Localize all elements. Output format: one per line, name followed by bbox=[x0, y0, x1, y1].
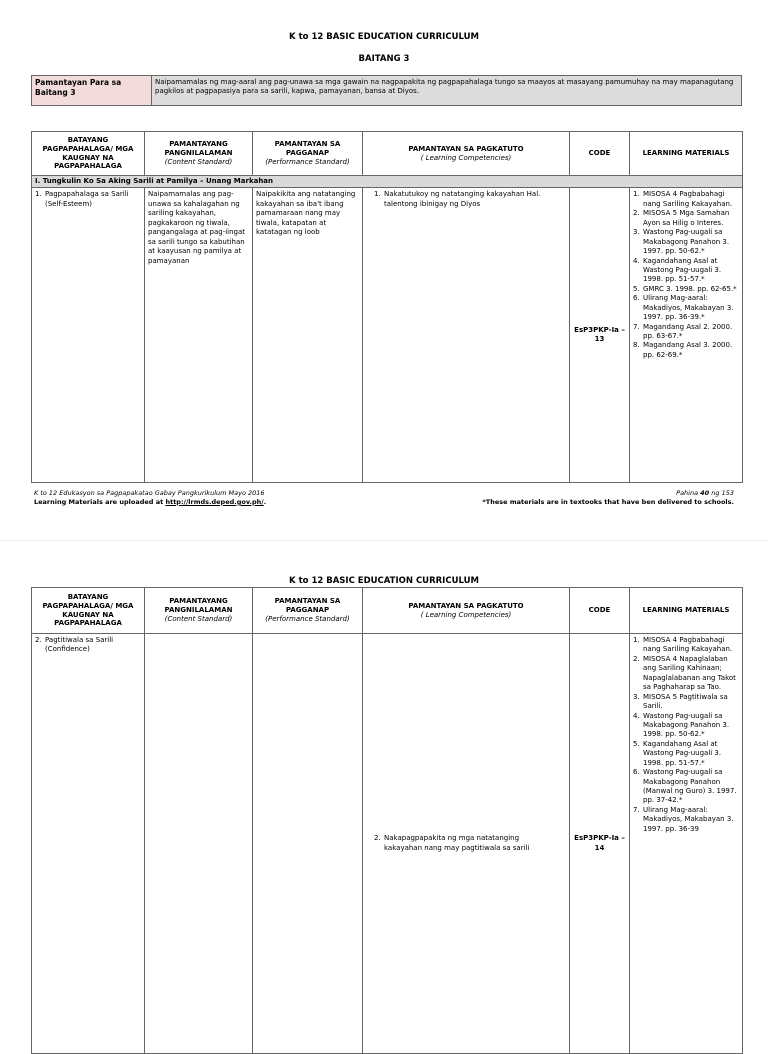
header-learning-competencies: PAMANTAYAN SA PAGKATUTO ( Learning Competencies) bbox=[363, 132, 570, 176]
materials-cell bbox=[630, 188, 743, 483]
page-2 bbox=[0, 540, 768, 1025]
list-item: GMRC 3. 1998. pp. 62-65.* bbox=[643, 284, 737, 293]
curriculum-table-2 bbox=[31, 587, 743, 1054]
list-item: Magandang Asal 2. 2000. pp. 63-67.* bbox=[643, 322, 733, 340]
content-standard-cell bbox=[145, 634, 253, 1054]
list-item: MISOSA 4 Pagbabahagi nang Sariling Kakayahan. bbox=[643, 636, 733, 654]
list-item: Ulirang Mag-aaral: Makadiyos, Makabayan 3. 1997. pp. 36-39 bbox=[643, 805, 734, 833]
topic-cell: 1. Pagpapahalaga sa Sarili (Self-Esteem) bbox=[32, 188, 145, 483]
content-standard-cell: Naipamamalas ang pag-unawa sa kahalagahan ng sariling kakayahan, pagkakaroon ng tiwala, pangangalaga at pag-iingat sa sarili tungo sa kabutihan at kaayusan ng pamilya at pamayanan bbox=[145, 188, 253, 483]
table-row bbox=[32, 634, 743, 1054]
grade-title: BAITANG 3 bbox=[358, 54, 410, 64]
header-core-values: BATAYANG PAGPAPAHALAGA/ MGA KAUGNAY NA PAGPAPAHALAGA bbox=[32, 588, 145, 634]
list-item: Magandang Asal 3. 2000. pp. 62-69.* bbox=[643, 341, 733, 359]
topic-text: Pagtitiwala sa Sarili (Confidence) bbox=[45, 636, 114, 654]
list-item: Kagandahang Asal at Wastong Pag-uugali 3. 1998. pp. 51-57.* bbox=[643, 739, 722, 767]
page-number: Pahina 40 ng 153 bbox=[676, 489, 734, 497]
list-item: Wastong Pag-uugali sa Makabagong Panahon 3. 1998. pp. 50-62.* bbox=[643, 711, 730, 739]
grade-standard-label: Pamantayan Para sa Baitang 3 bbox=[32, 76, 152, 106]
competency-text: Nakapagpapakita ng mga natatanging kakayahan nang may pagtitiwala sa sarili bbox=[384, 834, 530, 852]
grade-standard-table bbox=[31, 75, 742, 106]
list-item: Wastong Pag-uugali sa Makabagong Panahon 3. 1997. pp. 50-62.* bbox=[643, 228, 730, 256]
header-code: CODE bbox=[570, 132, 630, 176]
list-item: Kagandahang Asal at Wastong Pag-uugali 3. 1998. pp. 51-57.* bbox=[643, 256, 722, 284]
list-item: MISOSA 5 Pagtitiwala sa Sarili. bbox=[643, 692, 728, 711]
header-content-standard: PAMANTAYANG PANGNILALAMAN (Content Standard) bbox=[145, 588, 253, 634]
header-core-values: BATAYANG PAGPAPAHALAGA/ MGA KAUGNAY NA PAGPAPAHALAGA bbox=[32, 132, 145, 176]
competency-cell: 2. Nakapagpapakita ng mga natatanging kakayahan nang may pagtitiwala sa sarili bbox=[363, 634, 570, 1054]
quarter-title: I. Tungkulin Ko Sa Aking Sarili at Pamilya – Unang Markahan bbox=[32, 176, 743, 188]
footer-guide: K to 12 Edukasyon sa Pagpapakatao Gabay Pangkurikulum Mayo 2016 bbox=[34, 489, 265, 497]
topic-cell: 2. Pagtitiwala sa Sarili (Confidence) bbox=[32, 634, 145, 1054]
performance-standard-cell bbox=[253, 634, 363, 1054]
materials-cell bbox=[630, 634, 743, 1054]
header-performance-standard: PAMANTAYAN SA PAGGANAP (Performance Standard) bbox=[253, 132, 363, 176]
lrmds-link[interactable]: http://lrmds.deped.gov.ph/ bbox=[165, 497, 264, 506]
header-learning-materials: LEARNING MATERIALS bbox=[630, 132, 743, 176]
grade-standard-text: Naipamamalas ng mag-aaral ang pag-unawa sa mga gawain na nagpapakita ng pagpapahalaga tungo sa maayos at masayang pamumuhay na may mapanagutang pagkilos at pagpapasiya para sa sarili, kapwa, pamayanan, bansa at Diyos. bbox=[152, 76, 742, 106]
list-item: Wastong Pag-uugali sa Makabagong Panahon (Manwal ng Guro) 3. 1997. pp. 37-42.* bbox=[643, 768, 737, 805]
header-learning-materials: LEARNING MATERIALS bbox=[630, 588, 743, 634]
header-code: CODE bbox=[570, 588, 630, 634]
document-title: K to 12 BASIC EDUCATION CURRICULUM bbox=[289, 576, 479, 586]
competency-cell: 1. Nakatutukoy ng natatanging kakayahan Hal. talentong ibinigay ng Diyos bbox=[363, 188, 570, 483]
performance-standard-cell: Naipakikita ang natatanging kakayahan sa iba't ibang pamamaraan nang may tiwala, katapatan at katatagan ng loob bbox=[253, 188, 363, 483]
footer-uploaded: Learning Materials are uploaded at http://lrmds.deped.gov.ph/. bbox=[34, 497, 267, 506]
header-content-standard: PAMANTAYANG PANGNILALAMAN (Content Standard) bbox=[145, 132, 253, 176]
list-item: MISOSA 4 Napaglalaban ang Sariling Kahinaan; Napaglalabanan ang Takot sa Paghaharap sa Tao. bbox=[643, 654, 736, 692]
header-row bbox=[32, 588, 743, 634]
header-learning-competencies: PAMANTAYAN SA PAGKATUTO ( Learning Competencies) bbox=[363, 588, 570, 634]
header-row bbox=[32, 132, 743, 176]
curriculum-table-1 bbox=[31, 131, 743, 483]
header-performance-standard: PAMANTAYAN SA PAGGANAP (Performance Standard) bbox=[253, 588, 363, 634]
materials-list bbox=[633, 190, 739, 360]
document-title: K to 12 BASIC EDUCATION CURRICULUM bbox=[289, 32, 479, 42]
footer-left bbox=[34, 489, 266, 507]
code-cell: EsP3PKP-Ia – 14 bbox=[570, 634, 630, 1054]
list-item: Ulirang Mag-aaral: Makadiyos, Makabayan 3. 1997. pp. 36-39.* bbox=[643, 294, 734, 322]
table-row bbox=[32, 188, 743, 483]
code-cell: EsP3PKP-Ia – 13 bbox=[570, 188, 630, 483]
footer-right bbox=[482, 489, 734, 507]
footer-note: *These materials are in textooks that have ben delivered to schools. bbox=[482, 497, 734, 506]
competency-text: Nakatutukoy ng natatanging kakayahan Hal. talentong ibinigay ng Diyos bbox=[384, 190, 541, 208]
list-item: MISOSA 4 Pagbabahagi nang Sariling Kakayahan. bbox=[643, 190, 733, 208]
topic-text: Pagpapahalaga sa Sarili (Self-Esteem) bbox=[45, 190, 129, 208]
list-item: MISOSA 5 Mga Samahan Ayon sa Hilig o Interes. bbox=[643, 209, 730, 227]
materials-list bbox=[633, 636, 739, 834]
quarter-row bbox=[32, 176, 743, 188]
